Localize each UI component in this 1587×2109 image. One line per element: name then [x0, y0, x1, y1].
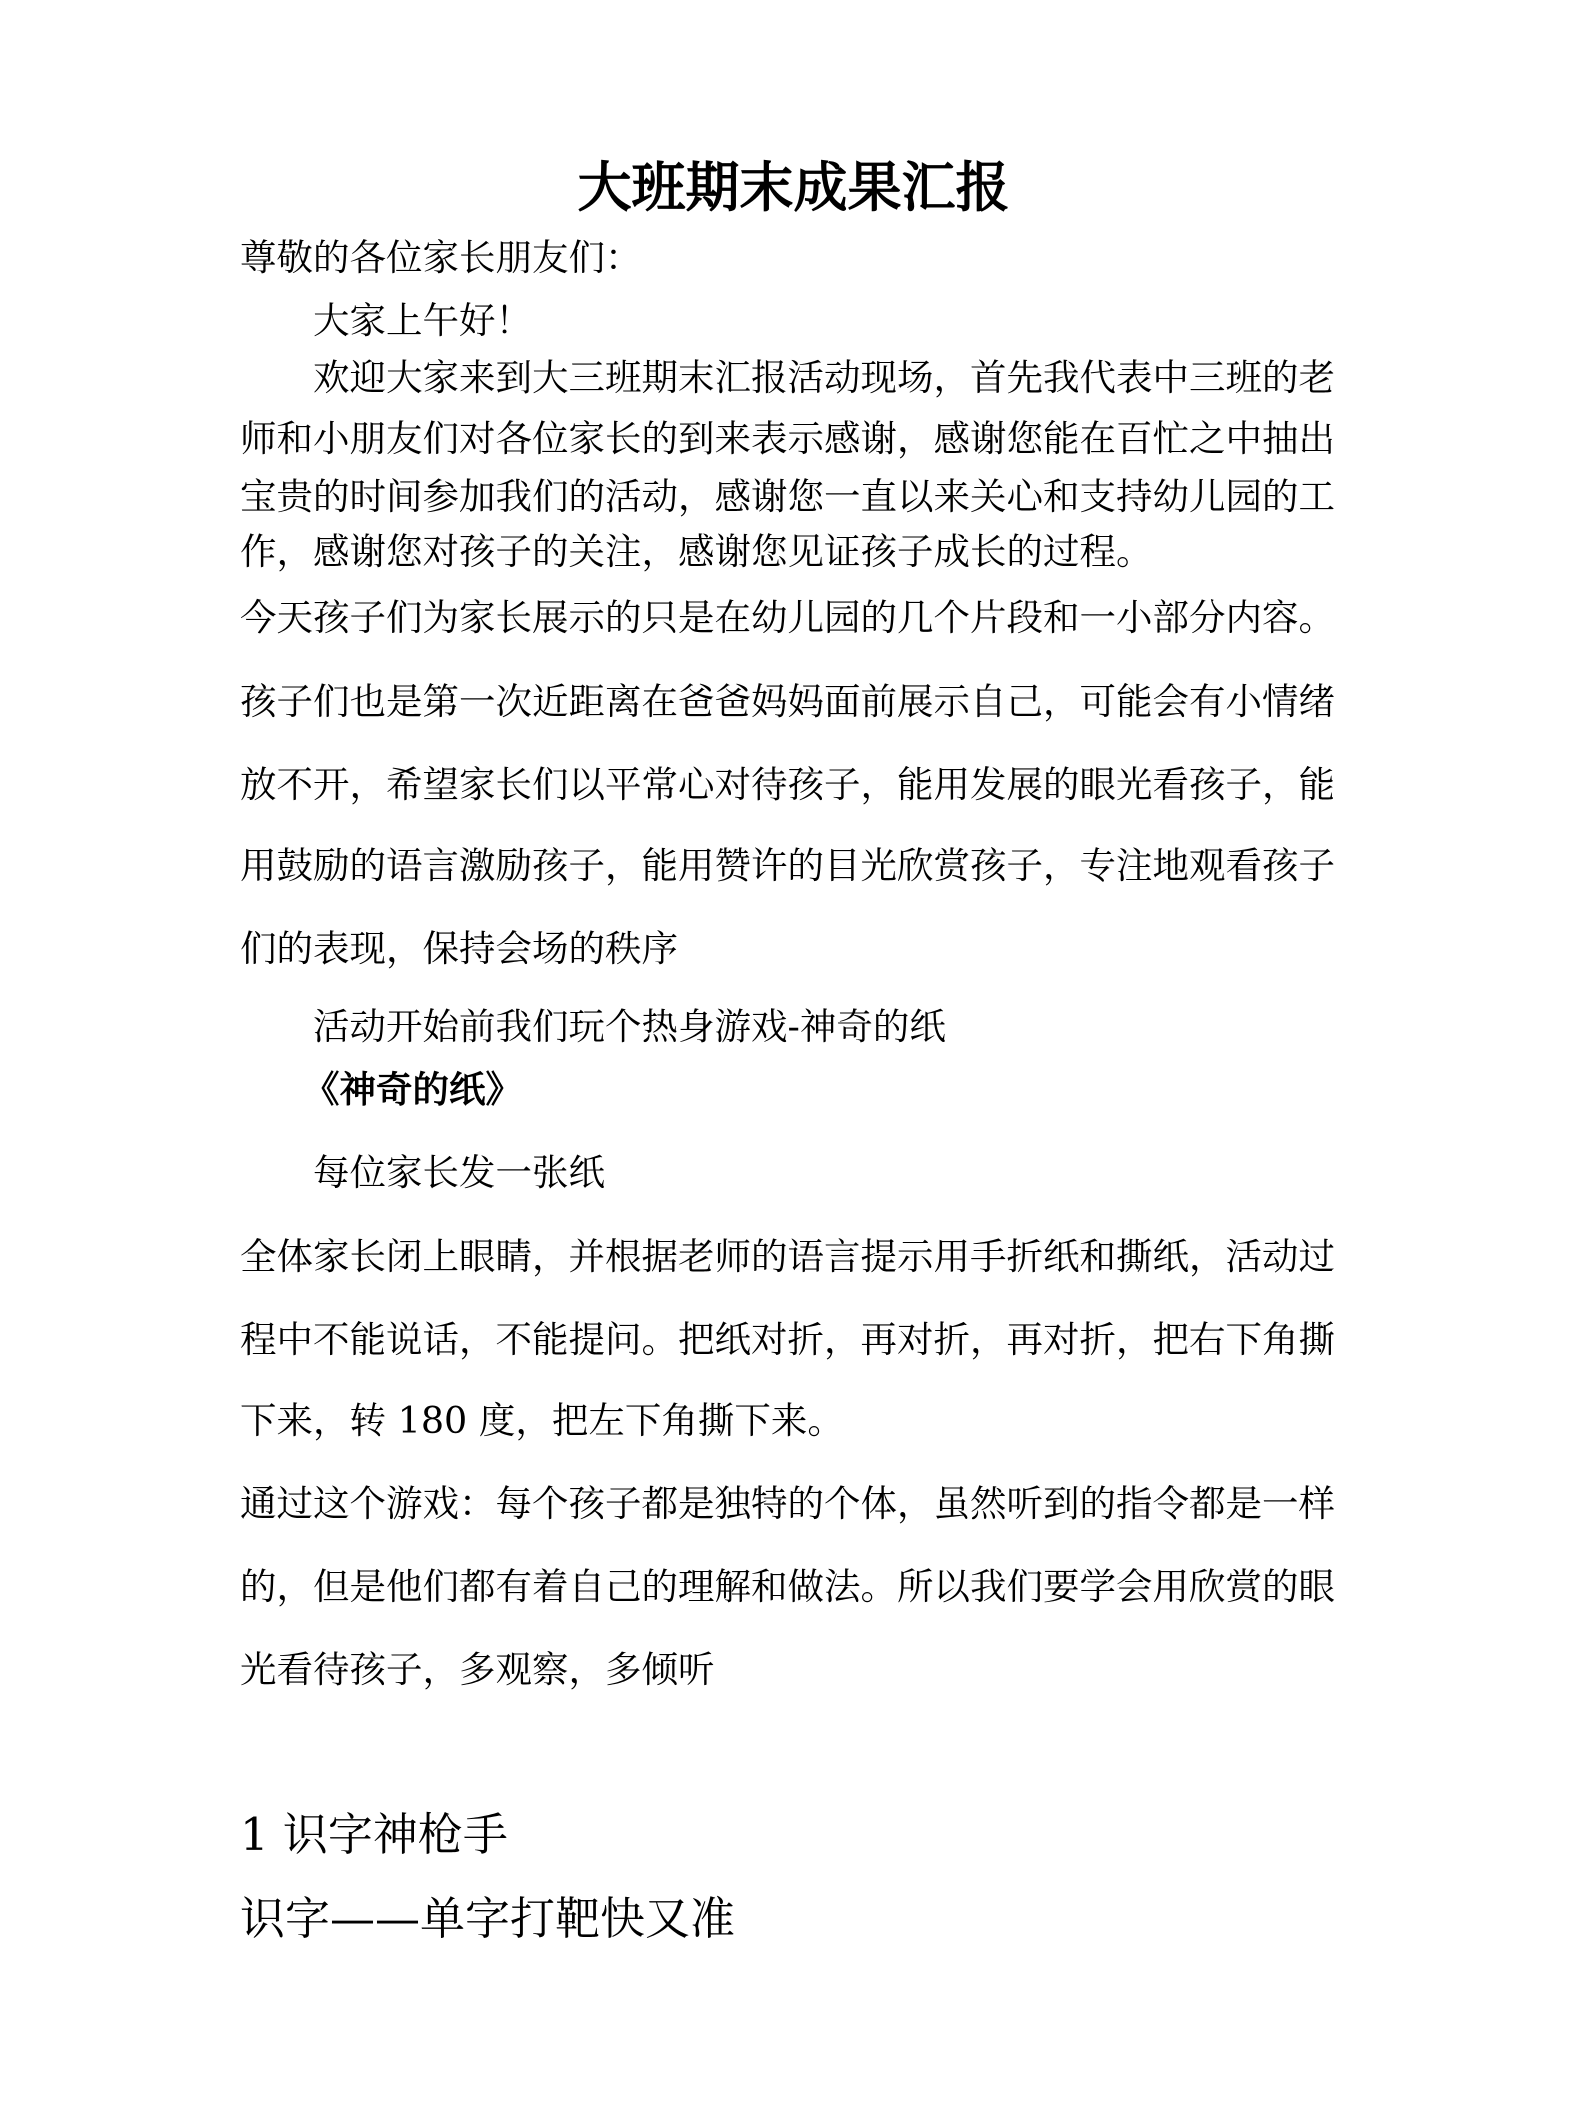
- game-instruction-line-3: 下来，转 180 度，把左下角撕下来。: [240, 1399, 844, 1442]
- game-step: 每位家长发一张纸: [313, 1151, 605, 1194]
- intro-line-3: 宝贵的时间参加我们的活动，感谢您一直以来关心和支持幼儿园的工: [240, 475, 1335, 518]
- greeting: 大家上午好！: [313, 299, 532, 342]
- game-lesson-line-3: 光看待孩子，多观察，多倾听: [240, 1648, 715, 1691]
- notice-line-1: 今天孩子们为家长展示的只是在幼儿园的几个片段和一小部分内容。: [240, 596, 1335, 639]
- game-lesson-line-2: 的，但是他们都有着自己的理解和做法。所以我们要学会用欣赏的眼: [240, 1565, 1335, 1608]
- intro-line-2: 师和小朋友们对各位家长的到来表示感谢，感谢您能在百忙之中抽出: [240, 417, 1335, 460]
- notice-line-4: 用鼓励的语言激励孩子，能用赞许的目光欣赏孩子，专注地观看孩子: [240, 844, 1335, 887]
- game-lesson-line-1: 通过这个游戏：每个孩子都是独特的个体，虽然听到的指令都是一样: [240, 1482, 1335, 1525]
- salutation: 尊敬的各位家长朋友们：: [240, 236, 642, 279]
- notice-line-2: 孩子们也是第一次近距离在爸爸妈妈面前展示自己，可能会有小情绪: [240, 680, 1335, 723]
- notice-line-3: 放不开，希望家长们以平常心对待孩子，能用发展的眼光看孩子，能: [240, 763, 1335, 806]
- game-instruction-line-1: 全体家长闭上眼睛，并根据老师的语言提示用手折纸和撕纸，活动过: [240, 1235, 1335, 1278]
- section-1-heading: 1 识字神枪手: [240, 1808, 508, 1861]
- intro-line-4: 作，感谢您对孩子的关注，感谢您见证孩子成长的过程。: [240, 530, 1153, 573]
- warmup-intro: 活动开始前我们玩个热身游戏-神奇的纸: [313, 1005, 946, 1048]
- intro-line-1: 欢迎大家来到大三班期末汇报活动现场，首先我代表中三班的老: [313, 356, 1335, 399]
- game-instruction-line-2: 程中不能说话，不能提问。把纸对折，再对折，再对折，把右下角撕: [240, 1318, 1335, 1361]
- notice-line-5: 们的表现，保持会场的秩序: [240, 927, 678, 970]
- section-1-subheading: 识字——单字打靶快又准: [240, 1892, 736, 1945]
- game-title: 《神奇的纸》: [303, 1068, 522, 1111]
- document-title: 大班期末成果汇报: [577, 155, 1010, 219]
